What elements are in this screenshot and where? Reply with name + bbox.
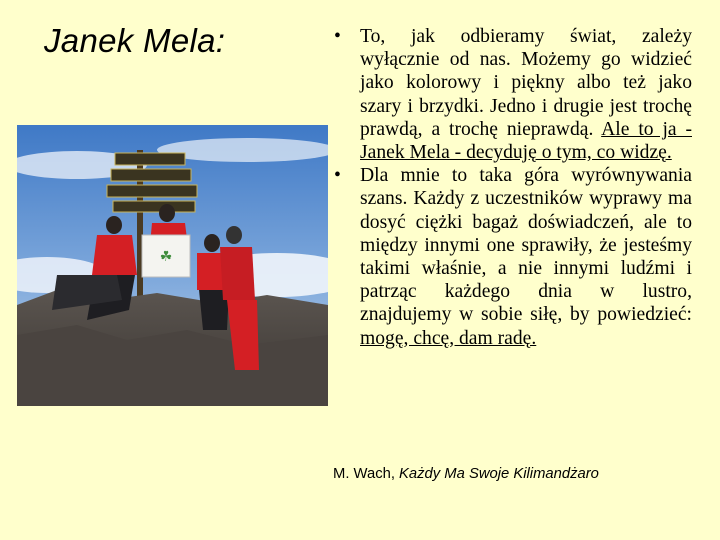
bullet-underlined-text: mogę, chcę, dam radę. — [360, 327, 537, 349]
source-author: M. Wach, — [333, 466, 400, 482]
bullet-list — [332, 25, 692, 350]
bullet-text: Dla mnie to taka góra wyrównywania szans. Każdy z uczestników wyprawy ma dosyć ciężki bagaż doświadczeń, ale to między innymi one sprawiły, że jesteśmy takimi właśnie, a nie innymi ludźmi i patrząc każdego dnia w lustro, znajdujemy w sobie siłę, by powiedzieć: — [360, 165, 692, 326]
bullet-item — [332, 164, 692, 350]
source-book-title: Każdy Ma Swoje Kilimandżaro — [399, 466, 599, 482]
banner-logo: ☘ — [159, 249, 173, 265]
bullet-marker: • — [334, 26, 341, 47]
source-citation — [333, 466, 599, 482]
bullet-text: To, jak odbieramy świat, zależy wyłącznie od nas. Możemy go widzieć jako kolorowy i piękny albo też jako szary i brzydki. Jedno i drugie jest trochę prawdą, a trochę nieprawdą. — [360, 26, 692, 140]
summit-photo — [17, 125, 328, 406]
bullet-underlined-text: Ale to ja - Janek Mela - decyduję o tym, co widzę. — [360, 118, 692, 164]
slide-title: Janek Mela: — [44, 22, 226, 59]
bullet-item — [332, 25, 692, 164]
bullet-marker: • — [334, 165, 341, 187]
